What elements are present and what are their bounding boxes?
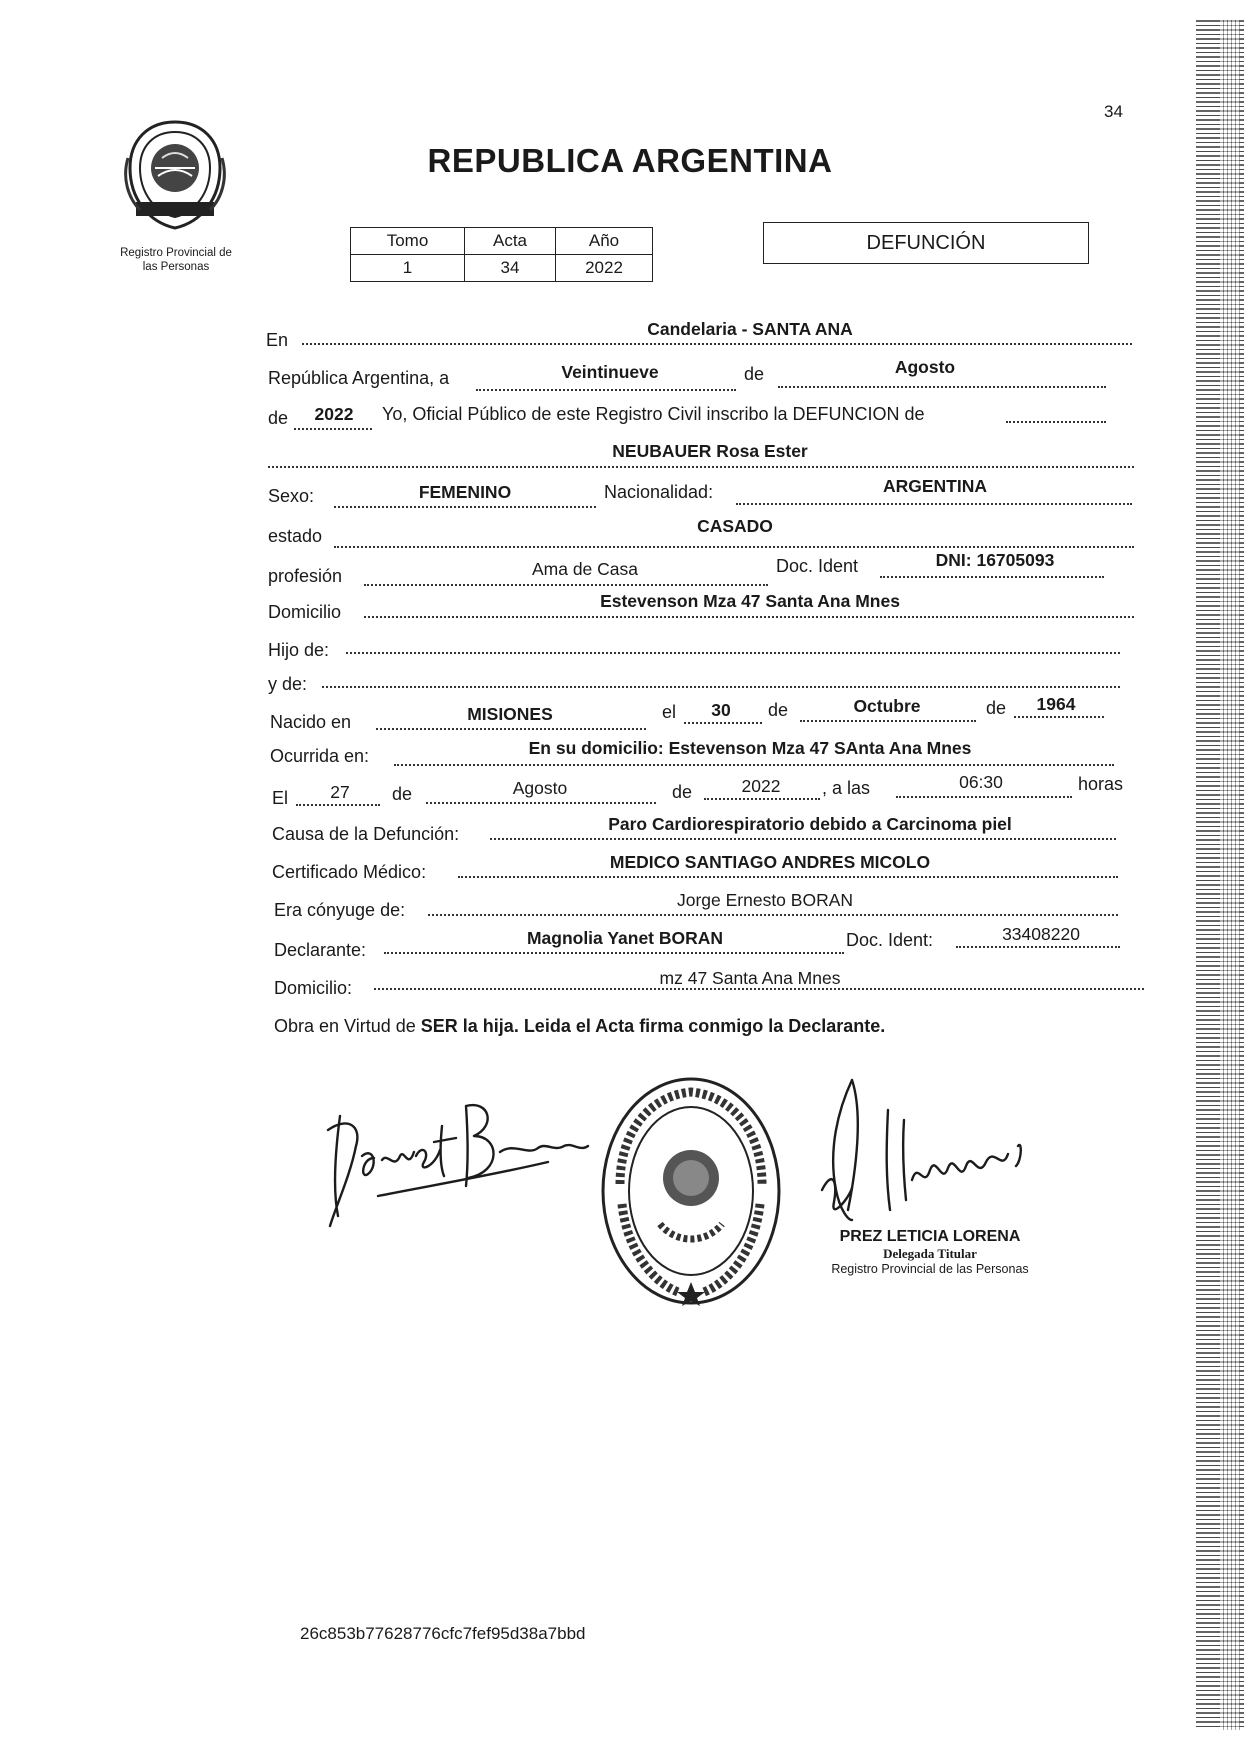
el-label: el <box>662 702 677 722</box>
nacido-lugar-value: MISIONES <box>467 704 553 724</box>
registry-table <box>350 227 653 282</box>
provincial-seal-logo <box>122 118 228 232</box>
conyuge-value: Jorge Ernesto BORAN <box>676 890 854 910</box>
dotted-line <box>458 876 1118 878</box>
dotted-line <box>376 728 646 730</box>
official-org: Registro Provincial de las Personas <box>831 1262 1029 1276</box>
document-type-box: DEFUNCIÓN <box>763 222 1089 264</box>
year-value: 2022 <box>314 404 354 424</box>
conyuge-label: Era cónyuge de: <box>274 900 406 920</box>
tomo-value: 1 <box>351 255 465 282</box>
domicilio2-label: Domicilio: <box>274 978 353 998</box>
certificado-label: Certificado Médico: <box>272 862 427 882</box>
hora-value: 06:30 <box>959 772 1003 792</box>
dotted-line <box>896 796 1072 798</box>
dotted-line <box>1014 716 1104 718</box>
anio-value: 2022 <box>556 255 653 282</box>
declarant-signature <box>318 1086 598 1236</box>
doc-ident-label: Doc. Ident <box>776 556 859 576</box>
yde-label: y de: <box>268 674 308 694</box>
profesion-value: Ama de Casa <box>531 559 639 579</box>
registry-caption <box>96 246 256 274</box>
dotted-line <box>736 503 1132 505</box>
causa-value: Paro Cardiorespiratorio debido a Carcinoma piel <box>608 814 1012 834</box>
obra-prefix: Obra en Virtud de <box>274 1016 416 1036</box>
nacido-mes-value: Octubre <box>853 696 921 716</box>
dotted-line <box>268 466 1134 468</box>
dotted-line <box>1006 421 1106 423</box>
declarante-doc-value: 33408220 <box>1002 924 1080 944</box>
nacionalidad-value: ARGENTINA <box>882 476 988 496</box>
muerte-mes-value: Agosto <box>512 778 568 798</box>
estado-value: CASADO <box>697 516 773 536</box>
scanned-page-edge-texture <box>1220 20 1240 1730</box>
sexo-label: Sexo: <box>268 486 315 506</box>
dotted-line <box>364 584 768 586</box>
day-words-value: Veintinueve <box>561 362 659 382</box>
dotted-line <box>334 506 596 508</box>
dotted-line <box>490 838 1116 840</box>
hijo-label: Hijo de: <box>268 640 330 660</box>
place-value: Candelaria - SANTA ANA <box>647 319 853 339</box>
dotted-line <box>296 804 380 806</box>
declarante-label: Declarante: <box>274 940 367 960</box>
dotted-line <box>394 764 1114 766</box>
dotted-line <box>428 914 1118 916</box>
oficial-text: Yo, Oficial Público de este Registro Civil inscribo la DEFUNCION de <box>382 404 925 424</box>
acta-value: 34 <box>465 255 556 282</box>
tomo-header: Tomo <box>351 228 465 255</box>
anio-header: Año <box>556 228 653 255</box>
month-value: Agosto <box>894 357 956 377</box>
dotted-line <box>302 343 1132 345</box>
nacido-dia-value: 30 <box>711 700 731 720</box>
nacido-label: Nacido en <box>270 712 352 732</box>
dotted-line <box>294 428 372 430</box>
en-label: En <box>266 330 289 350</box>
sexo-value: FEMENINO <box>418 482 512 502</box>
dotted-line <box>384 952 844 954</box>
obra-bold: SER la hija. Leida el Acta firma conmigo la Declarante. <box>420 1016 886 1036</box>
doc-ident2-label: Doc. Ident: <box>846 930 934 950</box>
de-label: de <box>268 408 289 428</box>
dotted-line <box>956 946 1120 948</box>
dotted-line <box>334 546 1134 548</box>
dotted-line <box>880 576 1104 578</box>
a-las-label: , a las <box>822 778 871 798</box>
official-name: PREZ LETICIA LORENA <box>839 1228 1021 1245</box>
dotted-line <box>346 652 1120 654</box>
registry-line-2: las Personas <box>142 261 210 273</box>
ocurrida-value: En su domicilio: Estevenson Mza 47 SAnta Ana Mnes <box>528 738 972 758</box>
domicilio-value: Estevenson Mza 47 Santa Ana Mnes <box>600 591 900 611</box>
official-signature <box>808 1070 1038 1230</box>
dotted-line <box>476 389 736 391</box>
acta-header: Acta <box>465 228 556 255</box>
dotted-line <box>426 802 656 804</box>
profesion-label: profesión <box>268 566 343 586</box>
de-label: de <box>744 364 765 384</box>
republica-label: República Argentina, a <box>268 368 450 388</box>
dotted-line <box>322 686 1120 688</box>
estado-label: estado <box>268 526 323 546</box>
deceased-name-value: NEUBAUER Rosa Ester <box>612 441 808 461</box>
declarante-value: Magnolia Yanet BORAN <box>526 928 724 948</box>
de-label: de <box>986 698 1007 718</box>
nacido-anio-value: 1964 <box>1036 694 1076 714</box>
de-label: de <box>768 700 789 720</box>
official-signature-block <box>800 1228 1060 1276</box>
dotted-line <box>684 722 762 724</box>
official-stamp <box>598 1074 784 1308</box>
causa-label: Causa de la Defunción: <box>272 824 460 844</box>
certificado-value: MEDICO SANTIAGO ANDRES MICOLO <box>609 852 931 872</box>
muerte-dia-value: 27 <box>330 782 350 802</box>
de-label: de <box>392 784 413 804</box>
registry-line-1: Registro Provincial de <box>120 247 232 259</box>
dotted-line <box>364 616 1134 618</box>
declarante-domicilio-value: mz 47 Santa Ana Mnes <box>659 968 841 988</box>
de-label: de <box>672 782 693 802</box>
doc-ident-value: DNI: 16705093 <box>935 550 1055 570</box>
page-number: 34 <box>1104 102 1123 121</box>
domicilio-label: Domicilio <box>268 602 342 622</box>
nacionalidad-label: Nacionalidad: <box>604 482 714 502</box>
dotted-line <box>704 798 820 800</box>
ocurrida-label: Ocurrida en: <box>270 746 370 766</box>
horas-label: horas <box>1078 774 1124 794</box>
dotted-line <box>800 720 976 722</box>
document-title: REPUBLICA ARGENTINA <box>427 142 833 179</box>
obra-text <box>274 1016 885 1037</box>
el-cap-label: El <box>272 788 289 808</box>
muerte-anio-value: 2022 <box>741 776 781 796</box>
official-role: Delegada Titular <box>883 1246 977 1261</box>
document-hash: 26c853b77628776cfc7fef95d38a7bbd <box>300 1624 586 1643</box>
dotted-line <box>778 386 1106 388</box>
